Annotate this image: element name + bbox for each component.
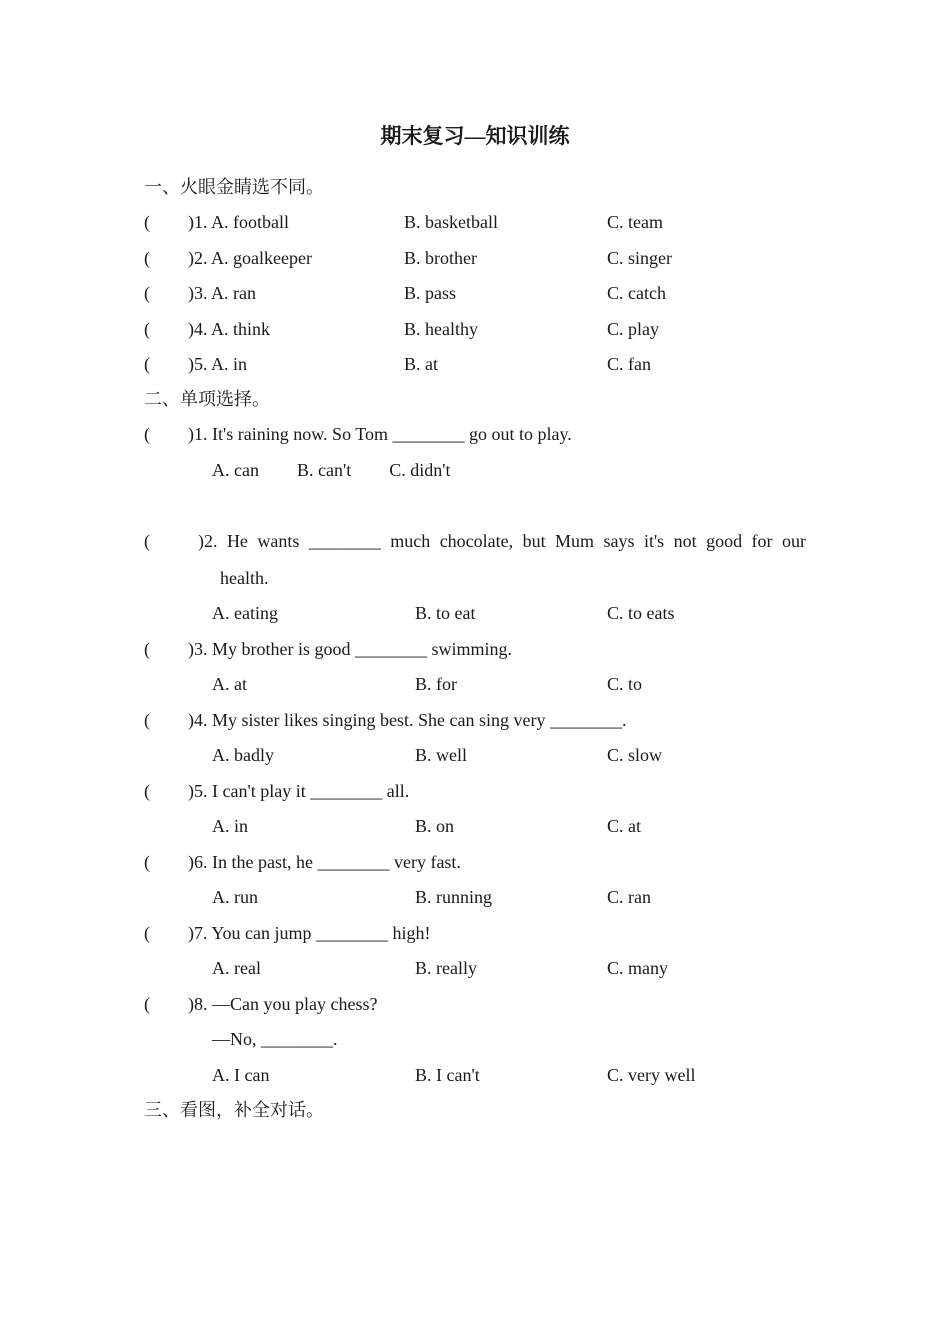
s2-q4-option-c: C. slow (607, 745, 663, 765)
stem-word: wants (257, 531, 300, 551)
s2-q6-option-b: B. running (415, 887, 493, 907)
s1-item-5-option-b: B. at (404, 354, 438, 374)
s1-item-4-stem: )4. A. think (188, 319, 271, 339)
s1-item-4-option-c: C. play (607, 319, 659, 339)
s2-q5-option-a: A. in (212, 816, 248, 836)
s2-q8-reply: —No, ________. (212, 1029, 338, 1049)
answer-paren: ( (144, 248, 150, 268)
stem-word: chocolate, (439, 531, 514, 551)
s2-q4-option-b: B. well (415, 745, 467, 765)
s2-q2-option-a: A. eating (212, 603, 278, 623)
s2-q4-stem: )4. My sister likes singing best. She can sing very ________. (188, 710, 627, 730)
s2-q6-option-a: A. run (212, 887, 258, 907)
s2-q1-option-b: B. can't (296, 460, 352, 480)
s1-item-5-stem: )5. A. in (188, 354, 248, 374)
s1-item-2-option-c: C. singer (607, 248, 672, 268)
section-3-heading: 三、看图，补全对话。 (144, 1100, 324, 1120)
s1-item-3-option-b: B. pass (404, 283, 457, 303)
stem-word: good (706, 531, 743, 551)
answer-paren: ( (144, 781, 150, 801)
answer-paren: ( (144, 923, 150, 943)
answer-paren: ( (144, 710, 150, 730)
s2-q1-stem: )1. It's raining now. So Tom ________ go out to play. (188, 424, 572, 444)
s2-q3-option-c: C. to (607, 674, 643, 694)
s1-item-3-stem: )3. A. ran (188, 283, 256, 303)
s2-q8-option-c: C. very well (607, 1065, 696, 1085)
s2-q8-stem: )8. —Can you play chess? (188, 994, 378, 1014)
s2-q3-option-b: B. for (415, 674, 457, 694)
s2-q8-option-a: A. I can (212, 1065, 270, 1085)
s2-q7-option-a: A. real (212, 958, 261, 978)
answer-blank: ________ (308, 531, 381, 551)
answer-paren: ( (144, 639, 150, 659)
s1-item-1-option-c: C. team (607, 212, 663, 232)
answer-paren: ( (144, 283, 150, 303)
stem-word: says (603, 531, 635, 551)
stem-word: it's (643, 531, 665, 551)
s2-q1-option-a: A. can (212, 460, 259, 480)
stem-word: much (390, 531, 431, 551)
section-1-heading: 一、火眼金睛选不同。 (144, 177, 324, 197)
s2-q4-option-a: A. badly (212, 745, 274, 765)
s2-q1-options (212, 459, 450, 481)
answer-paren: ( (144, 994, 150, 1014)
section-2-heading: 二、单项选择。 (144, 389, 270, 409)
s1-item-2-option-b: B. brother (404, 248, 477, 268)
stem-word: for (751, 531, 773, 551)
s2-q8-option-b: B. I can't (415, 1065, 480, 1085)
s2-q3-stem: )3. My brother is good ________ swimming. (188, 639, 512, 659)
stem-word: not (673, 531, 697, 551)
s2-q1-option-c: C. didn't (389, 460, 451, 480)
answer-paren: ( (144, 212, 150, 232)
page-title: 期末复习—知识训练 (380, 124, 570, 148)
s2-q6-stem: )6. In the past, he ________ very fast. (188, 852, 461, 872)
s2-q3-option-a: A. at (212, 674, 247, 694)
stem-word: but (522, 531, 546, 551)
stem-word: Mum (555, 531, 595, 551)
answer-paren: ( (144, 852, 150, 872)
stem-word: )2. (198, 531, 218, 551)
s2-q6-option-c: C. ran (607, 887, 651, 907)
answer-paren: ( (144, 424, 150, 444)
s2-q7-option-b: B. really (415, 958, 477, 978)
stem-word: our (781, 531, 806, 551)
s2-q5-stem: )5. I can't play it ________ all. (188, 781, 410, 801)
answer-paren: ( (144, 319, 150, 339)
s2-q2-stem-continued: health. (220, 568, 269, 588)
s1-item-4-option-b: B. healthy (404, 319, 478, 339)
answer-paren: ( (144, 354, 150, 374)
s2-q2-option-b: B. to eat (415, 603, 476, 623)
answer-paren: ( (144, 531, 150, 551)
s2-q2-option-c: C. to eats (607, 603, 675, 623)
stem-word: He (226, 531, 248, 551)
s1-item-1-stem: )1. A. football (188, 212, 289, 232)
s1-item-1-option-b: B. basketball (404, 212, 498, 232)
s2-q7-option-c: C. many (607, 958, 668, 978)
s2-q2-stem (198, 530, 806, 552)
s1-item-5-option-c: C. fan (607, 354, 651, 374)
s2-q5-option-c: C. at (607, 816, 641, 836)
s1-item-3-option-c: C. catch (607, 283, 666, 303)
s2-q5-option-b: B. on (415, 816, 455, 836)
s2-q7-stem: )7. You can jump ________ high! (188, 923, 431, 943)
s1-item-2-stem: )2. A. goalkeeper (188, 248, 312, 268)
